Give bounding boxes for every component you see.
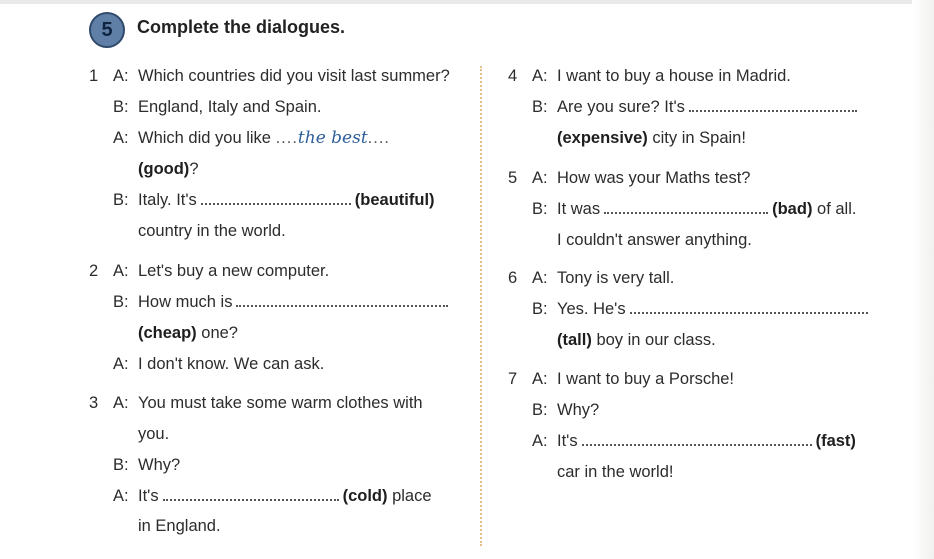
speaker-label: B: [532,401,548,419]
line-text: Which did you like [138,129,271,147]
dialogue-line [138,323,238,343]
line-text: It was [557,200,601,218]
answer-blank[interactable] [630,300,868,314]
line-text: It's [557,432,578,450]
line-text: of all. [817,200,857,218]
dialogue-line [557,330,716,350]
line-text: boy in our class. [596,331,716,349]
dialogue-number: 1 [89,67,99,85]
dialogue-line: car in the world! [557,463,674,481]
page-edge-shadow [912,0,934,559]
dialogue-line [557,128,746,148]
dialogue-line [138,190,435,210]
dialogue-line: country in the world. [138,222,286,240]
speaker-label: A: [532,432,548,450]
dialogue-number: 4 [508,67,518,85]
answer-blank[interactable] [201,191,351,205]
speaker-label: A: [532,67,548,85]
dialogue-line: I want to buy a Porsche! [557,370,735,388]
dialogue-line: Tony is very tall. [557,269,675,287]
speaker-label: B: [532,300,548,318]
line-text: ? [189,160,199,178]
dialogue-line: in England. [138,517,221,535]
answer-blank-filled[interactable]: ....the best.... [275,128,391,148]
dialogue-line: I don't know. We can ask. [138,355,325,373]
prompt-word: (fast) [815,432,856,450]
dialogue-line [557,97,861,117]
dialogue-line: England, Italy and Spain. [138,98,322,116]
speaker-label: A: [532,169,548,187]
answer-blank[interactable] [604,200,768,214]
dialogue-number: 2 [89,262,99,280]
dialogue-line [138,486,432,506]
speaker-label: A: [532,269,548,287]
speaker-label: B: [113,191,129,209]
line-text: How much is [138,293,233,311]
prompt-word: (tall) [557,331,592,349]
dialogue-line: How was your Maths test? [557,169,751,187]
dialogue-line: You must take some warm clothes with [138,394,423,412]
dialogue-line: I want to buy a house in Madrid. [557,67,791,85]
dialogue-line [138,292,452,312]
dialogue-line [557,199,856,219]
speaker-label: B: [113,456,129,474]
dialogue-line: Why? [557,401,600,419]
answer-blank[interactable] [236,293,448,307]
top-border [0,0,934,4]
dialogue-line [557,299,872,319]
speaker-label: A: [113,67,129,85]
handwritten-answer: the best [297,128,368,148]
dialogue-line: you. [138,425,170,443]
dialogue-line: Which countries did you visit last summer? [138,67,450,85]
dialogue-line: Let's buy a new computer. [138,262,330,280]
exercise-number-badge: 5 [89,12,125,48]
speaker-label: B: [532,98,548,116]
speaker-label: B: [113,98,129,116]
speaker-label: A: [113,262,129,280]
dialogue-line [138,159,199,179]
speaker-label: A: [113,355,129,373]
answer-blank[interactable] [163,487,339,501]
prompt-word: (bad) [772,200,813,218]
prompt-word: (good) [138,160,190,178]
line-text: Italy. It's [138,191,197,209]
answer-blank[interactable] [582,432,812,446]
dialogue-number: 7 [508,370,518,388]
prompt-word: (expensive) [557,129,648,147]
dialogue-number: 3 [89,394,99,412]
line-text: Are you sure? It's [557,98,685,116]
line-text: place [392,487,432,505]
dialogue-line [138,128,390,148]
exercise-title: Complete the dialogues. [137,17,346,37]
prompt-word: (cheap) [138,324,197,342]
line-text: Yes. He's [557,300,626,318]
speaker-label: A: [113,487,129,505]
answer-blank[interactable] [689,98,857,112]
dialogue-line: I couldn't answer anything. [557,231,752,249]
dialogue-line [557,431,856,451]
speaker-label: A: [113,394,129,412]
line-text: It's [138,487,159,505]
speaker-label: B: [113,293,129,311]
column-divider [480,66,482,546]
dialogue-number: 5 [508,169,518,187]
prompt-word: (cold) [342,487,388,505]
prompt-word: (beautiful) [354,191,435,209]
line-text: one? [201,324,238,342]
speaker-label: A: [532,370,548,388]
dialogue-line: Why? [138,456,181,474]
line-text: city in Spain! [652,129,746,147]
dialogue-number: 6 [508,269,518,287]
speaker-label: B: [532,200,548,218]
speaker-label: A: [113,129,129,147]
